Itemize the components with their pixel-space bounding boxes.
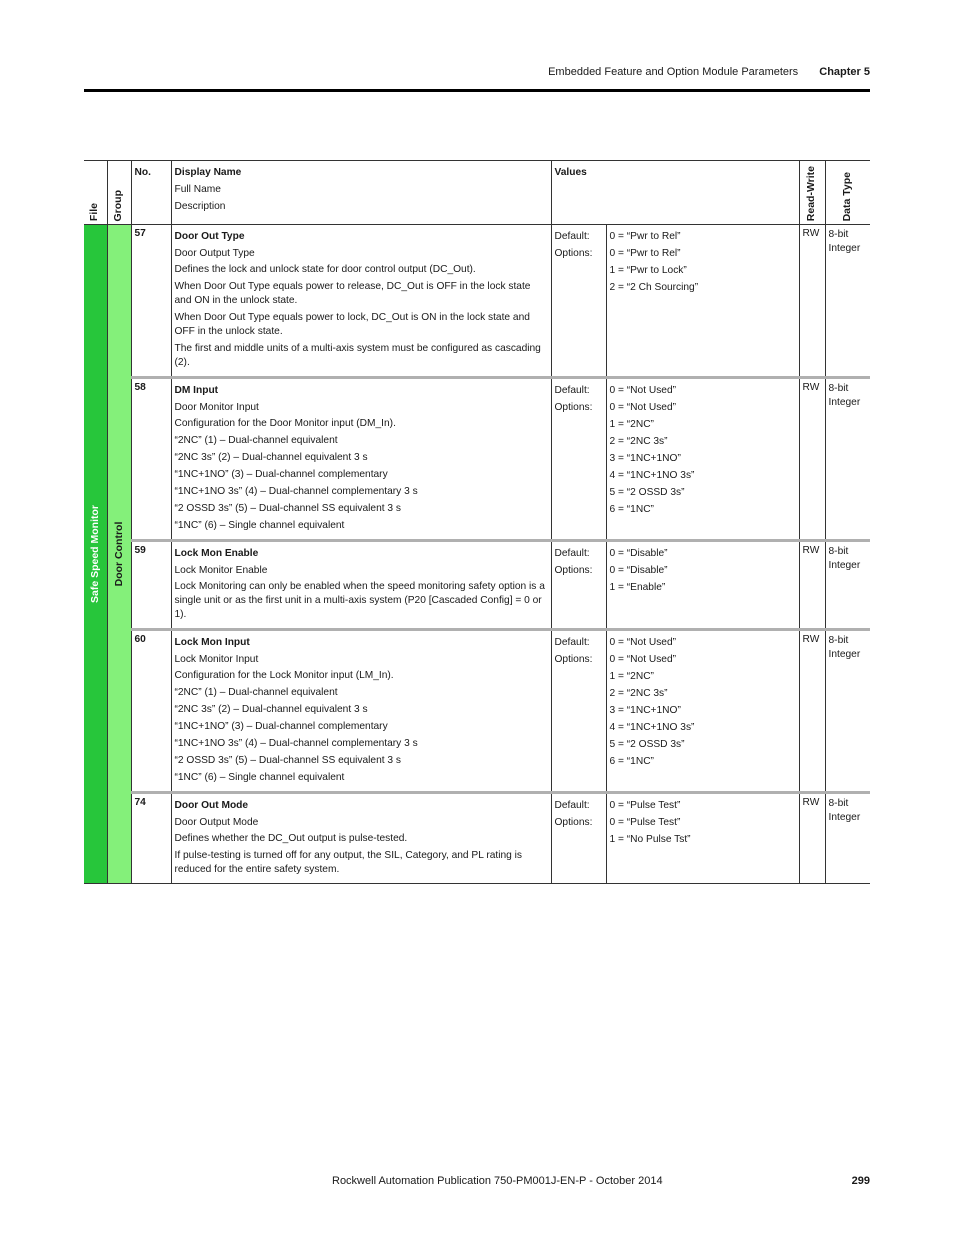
value-option: 6 = “1NC” bbox=[609, 756, 654, 767]
data-type-kind: Integer bbox=[828, 649, 861, 660]
data-type-cell bbox=[825, 630, 870, 793]
value-option: 1 = “2NC” bbox=[609, 419, 654, 430]
running-header bbox=[548, 66, 870, 78]
data-type-bits: 8-bit bbox=[828, 229, 849, 240]
description-line: When Door Out Type equals power to release, DC_Out is OFF in the lock state and ON in the unlock state. bbox=[174, 281, 531, 306]
value-option: 0 = “Pwr to Rel” bbox=[609, 248, 681, 259]
values-cell bbox=[606, 630, 799, 793]
value-option: 0 = “Not Used” bbox=[609, 654, 677, 665]
param-number: 74 bbox=[131, 793, 171, 884]
name-description-cell bbox=[171, 541, 551, 630]
value-labels-cell bbox=[551, 378, 606, 541]
read-write-cell: RW bbox=[799, 793, 825, 884]
description-line: “1NC+1NO” (3) – Dual-channel complementary bbox=[174, 469, 388, 480]
col-header-display-name: Display Name Full Name Description bbox=[171, 161, 551, 225]
values-cell bbox=[606, 378, 799, 541]
col-header-data-type: Data Type bbox=[825, 161, 870, 225]
description-line: Lock Monitoring can only be enabled when the speed monitoring safety option is a single unit or as the first unit in a multi-axis system (P20 [Cascaded Config] = 0 or 1). bbox=[174, 581, 545, 620]
name-description-cell bbox=[171, 225, 551, 378]
param-number: 57 bbox=[131, 225, 171, 378]
col-header-file: File bbox=[84, 161, 107, 225]
value-labels-cell bbox=[551, 630, 606, 793]
description-line: “2NC” (1) – Dual-channel equivalent bbox=[174, 435, 338, 446]
col-header-no: No. bbox=[131, 161, 171, 225]
value-option: 4 = “1NC+1NO 3s” bbox=[609, 722, 695, 733]
display-name: Door Out Type bbox=[174, 231, 245, 242]
full-name: Lock Monitor Input bbox=[174, 654, 259, 665]
table-row bbox=[84, 378, 870, 541]
value-labels-cell bbox=[551, 541, 606, 630]
values-cell bbox=[606, 541, 799, 630]
value-option: 1 = “Pwr to Lock” bbox=[609, 265, 687, 276]
table-row bbox=[84, 225, 870, 378]
description-line: The first and middle units of a multi-axis system must be configured as cascading (2). bbox=[174, 343, 541, 368]
value-option: 0 = “Not Used” bbox=[609, 637, 677, 648]
value-option: 3 = “1NC+1NO” bbox=[609, 453, 681, 464]
value-option: 1 = “2NC” bbox=[609, 671, 654, 682]
value-option: 0 = “Disable” bbox=[609, 548, 668, 559]
value-option: 2 = “2NC 3s” bbox=[609, 688, 668, 699]
param-number: 59 bbox=[131, 541, 171, 630]
options-label: Options: bbox=[554, 402, 593, 413]
options-label: Options: bbox=[554, 817, 593, 828]
data-type-kind: Integer bbox=[828, 812, 861, 823]
name-description-cell bbox=[171, 793, 551, 884]
description-line: Configuration for the Door Monitor input (DM_In). bbox=[174, 418, 396, 429]
value-option: 6 = “1NC” bbox=[609, 504, 654, 515]
display-name: Lock Mon Enable bbox=[174, 548, 259, 559]
values-cell bbox=[606, 225, 799, 378]
file-label: Safe Speed Monitor bbox=[89, 504, 102, 604]
data-type-bits: 8-bit bbox=[828, 383, 849, 394]
table-row bbox=[84, 793, 870, 884]
full-name: Lock Monitor Enable bbox=[174, 565, 268, 576]
value-labels-cell bbox=[551, 225, 606, 378]
value-labels-cell bbox=[551, 793, 606, 884]
value-option: 5 = “2 OSSD 3s” bbox=[609, 487, 685, 498]
data-type-kind: Integer bbox=[828, 560, 861, 571]
value-option: 3 = “1NC+1NO” bbox=[609, 705, 681, 716]
options-label: Options: bbox=[554, 654, 593, 665]
description-line: “1NC” (6) – Single channel equivalent bbox=[174, 772, 345, 783]
col-header-full-name: Full Name bbox=[174, 184, 221, 195]
default-label: Default: bbox=[554, 637, 590, 648]
data-type-kind: Integer bbox=[828, 397, 861, 408]
value-option: 4 = “1NC+1NO 3s” bbox=[609, 470, 695, 481]
values-cell bbox=[606, 793, 799, 884]
description-line: Defines whether the DC_Out output is pulse-tested. bbox=[174, 833, 408, 844]
data-type-cell bbox=[825, 225, 870, 378]
data-type-cell bbox=[825, 541, 870, 630]
display-name: Lock Mon Input bbox=[174, 637, 250, 648]
file-cell bbox=[84, 225, 107, 884]
description-line: Configuration for the Lock Monitor input (LM_In). bbox=[174, 670, 394, 681]
description-line: If pulse-testing is turned off for any output, the SIL, Category, and PL rating is reduced for the entire safety system. bbox=[174, 850, 523, 875]
chapter-label: Chapter 5 bbox=[819, 66, 870, 78]
value-option: 5 = “2 OSSD 3s” bbox=[609, 739, 685, 750]
publication-info: Rockwell Automation Publication 750-PM001J-EN-P - October 2014 bbox=[332, 1175, 663, 1187]
data-type-bits: 8-bit bbox=[828, 798, 849, 809]
data-type-cell bbox=[825, 378, 870, 541]
read-write-cell: RW bbox=[799, 541, 825, 630]
section-title: Embedded Feature and Option Module Parameters bbox=[548, 66, 799, 78]
description-line: “2 OSSD 3s” (5) – Dual-channel SS equivalent 3 s bbox=[174, 503, 401, 514]
page-number: 299 bbox=[851, 1175, 870, 1187]
table-row bbox=[84, 541, 870, 630]
description-line: When Door Out Type equals power to lock, DC_Out is ON in the lock state and OFF in the unlock state. bbox=[174, 312, 530, 337]
description-line: “2NC” (1) – Dual-channel equivalent bbox=[174, 687, 338, 698]
value-option: 2 = “2NC 3s” bbox=[609, 436, 668, 447]
default-label: Default: bbox=[554, 385, 590, 396]
read-write-cell: RW bbox=[799, 225, 825, 378]
description-line: “1NC+1NO 3s” (4) – Dual-channel complementary 3 s bbox=[174, 486, 418, 497]
value-option: 0 = “Not Used” bbox=[609, 385, 677, 396]
param-number: 58 bbox=[131, 378, 171, 541]
description-line: “2NC 3s” (2) – Dual-channel equivalent 3 s bbox=[174, 452, 368, 463]
data-type-bits: 8-bit bbox=[828, 546, 849, 557]
data-type-cell bbox=[825, 793, 870, 884]
description-line: “1NC+1NO” (3) – Dual-channel complementary bbox=[174, 721, 388, 732]
data-type-kind: Integer bbox=[828, 243, 861, 254]
full-name: Door Output Type bbox=[174, 248, 255, 259]
options-label: Options: bbox=[554, 248, 593, 259]
display-name: DM Input bbox=[174, 385, 219, 396]
value-option: 0 = “Not Used” bbox=[609, 402, 677, 413]
value-option: 0 = “Disable” bbox=[609, 565, 668, 576]
value-option: 1 = “No Pulse Tst” bbox=[609, 834, 691, 845]
data-type-bits: 8-bit bbox=[828, 635, 849, 646]
value-option: 0 = “Pulse Test” bbox=[609, 800, 681, 811]
value-option: 1 = “Enable” bbox=[609, 582, 666, 593]
full-name: Door Monitor Input bbox=[174, 402, 259, 413]
display-name: Door Out Mode bbox=[174, 800, 249, 811]
col-header-read-write: Read-Write bbox=[799, 161, 825, 225]
default-label: Default: bbox=[554, 548, 590, 559]
description-line: “1NC+1NO 3s” (4) – Dual-channel complementary 3 s bbox=[174, 738, 418, 749]
name-description-cell bbox=[171, 378, 551, 541]
read-write-cell: RW bbox=[799, 630, 825, 793]
value-option: 0 = “Pulse Test” bbox=[609, 817, 681, 828]
group-cell bbox=[107, 225, 131, 884]
description-line: Defines the lock and unlock state for door control output (DC_Out). bbox=[174, 264, 476, 275]
description-line: “2NC 3s” (2) – Dual-channel equivalent 3 s bbox=[174, 704, 368, 715]
description-line: “2 OSSD 3s” (5) – Dual-channel SS equivalent 3 s bbox=[174, 755, 401, 766]
description-line: “1NC” (6) – Single channel equivalent bbox=[174, 520, 345, 531]
options-label: Options: bbox=[554, 565, 593, 576]
full-name: Door Output Mode bbox=[174, 817, 259, 828]
value-option: 2 = “2 Ch Sourcing” bbox=[609, 282, 699, 293]
read-write-cell: RW bbox=[799, 378, 825, 541]
default-label: Default: bbox=[554, 231, 590, 242]
table-header-row bbox=[84, 161, 870, 225]
col-header-description: Description bbox=[174, 201, 226, 212]
param-number: 60 bbox=[131, 630, 171, 793]
default-label: Default: bbox=[554, 800, 590, 811]
header-rule bbox=[84, 89, 870, 92]
parameter-table bbox=[84, 160, 870, 884]
group-label: Door Control bbox=[113, 521, 125, 587]
value-option: 0 = “Pwr to Rel” bbox=[609, 231, 681, 242]
col-header-group: Group bbox=[107, 161, 131, 225]
name-description-cell bbox=[171, 630, 551, 793]
table-row bbox=[84, 630, 870, 793]
col-header-values: Values bbox=[551, 161, 799, 225]
